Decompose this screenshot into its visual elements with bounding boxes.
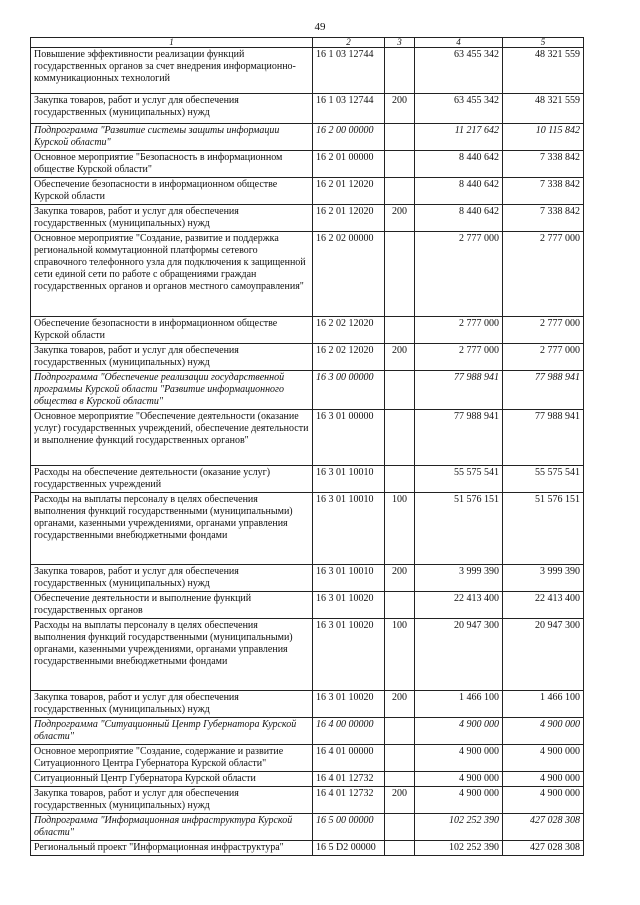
row-code: 16 4 00 00000: [313, 718, 385, 745]
row-code: 16 5 D2 00000: [313, 841, 385, 856]
row-code: 16 4 01 00000: [313, 745, 385, 772]
table-row: [31, 232, 584, 317]
column-number: 4: [415, 38, 503, 48]
row-name: Расходы на выплаты персоналу в целях обеспечения выполнения функций государственными (муниципальными) органами, казенными учреждениями, органами управления государственными внебюджетными фондами: [31, 493, 313, 565]
row-amount-year-1: 1 466 100: [415, 691, 503, 718]
row-name: Подпрограмма "Обеспечение реализации государственной программы Курской области "Развитие информационного общества в Курской области": [31, 371, 313, 410]
row-amount-year-2: 77 988 941: [503, 371, 584, 410]
row-name: Закупка товаров, работ и услуг для обеспечения государственных (муниципальных) нужд: [31, 205, 313, 232]
row-amount-year-2: 20 947 300: [503, 619, 584, 691]
row-expense-type: 200: [385, 691, 415, 718]
row-amount-year-2: 2 777 000: [503, 232, 584, 317]
column-numbers-row: [31, 38, 584, 48]
table-row: [31, 466, 584, 493]
row-amount-year-1: 8 440 642: [415, 151, 503, 178]
row-code: 16 2 02 00000: [313, 232, 385, 317]
row-amount-year-2: 4 900 000: [503, 787, 584, 814]
row-amount-year-1: 77 988 941: [415, 410, 503, 466]
table-row: [31, 619, 584, 691]
row-amount-year-1: 102 252 390: [415, 841, 503, 856]
table-body: [31, 48, 584, 856]
row-amount-year-1: 63 455 342: [415, 48, 503, 94]
row-name: Закупка товаров, работ и услуг для обеспечения государственных (муниципальных) нужд: [31, 565, 313, 592]
row-expense-type: [385, 745, 415, 772]
row-amount-year-2: 427 028 308: [503, 814, 584, 841]
row-expense-type: 100: [385, 493, 415, 565]
row-amount-year-1: 2 777 000: [415, 344, 503, 371]
table-row: [31, 317, 584, 344]
table-row: [31, 48, 584, 94]
row-expense-type: [385, 371, 415, 410]
row-code: 16 3 01 10020: [313, 592, 385, 619]
row-code: 16 2 01 12020: [313, 205, 385, 232]
row-name: Подпрограмма "Ситуационный Центр Губернатора Курской области": [31, 718, 313, 745]
row-amount-year-1: 55 575 541: [415, 466, 503, 493]
row-expense-type: [385, 814, 415, 841]
row-amount-year-2: 1 466 100: [503, 691, 584, 718]
row-code: 16 3 01 10010: [313, 466, 385, 493]
row-code: 16 3 01 10020: [313, 619, 385, 691]
row-amount-year-1: 51 576 151: [415, 493, 503, 565]
row-code: 16 3 00 00000: [313, 371, 385, 410]
row-name: Закупка товаров, работ и услуг для обеспечения государственных (муниципальных) нужд: [31, 94, 313, 124]
table-row: [31, 124, 584, 151]
row-amount-year-1: 63 455 342: [415, 94, 503, 124]
table-row: [31, 151, 584, 178]
row-code: 16 2 00 00000: [313, 124, 385, 151]
row-name: Ситуационный Центр Губернатора Курской области: [31, 772, 313, 787]
row-code: 16 4 01 12732: [313, 787, 385, 814]
row-code: 16 3 01 10010: [313, 493, 385, 565]
row-amount-year-2: 48 321 559: [503, 94, 584, 124]
row-code: 16 4 01 12732: [313, 772, 385, 787]
table-row: [31, 205, 584, 232]
row-amount-year-2: 427 028 308: [503, 841, 584, 856]
row-expense-type: 200: [385, 344, 415, 371]
row-name: Основное мероприятие "Обеспечение деятельности (оказание услуг) государственных учреждений, обеспечение деятельности и выполнение функций государственных органов": [31, 410, 313, 466]
row-expense-type: 200: [385, 565, 415, 592]
row-amount-year-2: 22 413 400: [503, 592, 584, 619]
row-expense-type: 200: [385, 787, 415, 814]
row-amount-year-2: 51 576 151: [503, 493, 584, 565]
table-row: [31, 787, 584, 814]
table-row: [31, 691, 584, 718]
row-amount-year-1: 22 413 400: [415, 592, 503, 619]
row-amount-year-1: 2 777 000: [415, 317, 503, 344]
row-code: 16 1 03 12744: [313, 48, 385, 94]
row-amount-year-2: 4 900 000: [503, 745, 584, 772]
row-name: Закупка товаров, работ и услуг для обеспечения государственных (муниципальных) нужд: [31, 344, 313, 371]
column-number: 2: [313, 38, 385, 48]
row-amount-year-1: 102 252 390: [415, 814, 503, 841]
table-row: [31, 410, 584, 466]
row-name: Основное мероприятие "Безопасность в информационном обществе Курской области": [31, 151, 313, 178]
row-expense-type: [385, 718, 415, 745]
row-expense-type: 200: [385, 94, 415, 124]
row-name: Региональный проект "Информационная инфраструктура": [31, 841, 313, 856]
row-amount-year-1: 4 900 000: [415, 718, 503, 745]
row-amount-year-1: 11 217 642: [415, 124, 503, 151]
row-amount-year-1: 4 900 000: [415, 772, 503, 787]
row-name: Закупка товаров, работ и услуг для обеспечения государственных (муниципальных) нужд: [31, 691, 313, 718]
table-row: [31, 841, 584, 856]
table-row: [31, 178, 584, 205]
row-amount-year-1: 8 440 642: [415, 205, 503, 232]
row-amount-year-2: 7 338 842: [503, 205, 584, 232]
row-code: 16 2 02 12020: [313, 344, 385, 371]
row-code: 16 5 00 00000: [313, 814, 385, 841]
row-code: 16 1 03 12744: [313, 94, 385, 124]
table-row: [31, 565, 584, 592]
row-expense-type: [385, 592, 415, 619]
row-code: 16 2 01 12020: [313, 178, 385, 205]
table-row: [31, 94, 584, 124]
table-row: [31, 814, 584, 841]
row-expense-type: [385, 178, 415, 205]
row-amount-year-2: 7 338 842: [503, 178, 584, 205]
row-amount-year-1: 4 900 000: [415, 745, 503, 772]
row-expense-type: [385, 772, 415, 787]
row-amount-year-1: 3 999 390: [415, 565, 503, 592]
column-number: 5: [503, 38, 584, 48]
row-code: 16 3 01 10010: [313, 565, 385, 592]
row-expense-type: [385, 317, 415, 344]
row-amount-year-2: 7 338 842: [503, 151, 584, 178]
row-amount-year-2: 55 575 541: [503, 466, 584, 493]
row-amount-year-2: 77 988 941: [503, 410, 584, 466]
row-amount-year-2: 4 900 000: [503, 772, 584, 787]
page-number: 49: [314, 21, 326, 33]
row-amount-year-1: 20 947 300: [415, 619, 503, 691]
column-number: 3: [385, 38, 415, 48]
row-name: Обеспечение безопасности в информационном обществе Курской области: [31, 178, 313, 205]
row-name: Расходы на обеспечение деятельности (оказание услуг) государственных учреждений: [31, 466, 313, 493]
budget-table: [30, 37, 584, 856]
row-expense-type: [385, 151, 415, 178]
row-name: Обеспечение безопасности в информационном обществе Курской области: [31, 317, 313, 344]
row-name: Основное мероприятие "Создание, развитие и поддержка региональной коммутационной платформы сетевого справочного телефонного узла для подключения к защищенной сети единой сети по работе с обращениями граждан государственных органов и органов местного самоуправления": [31, 232, 313, 317]
table-row: [31, 592, 584, 619]
table-row: [31, 745, 584, 772]
table-row: [31, 718, 584, 745]
row-expense-type: [385, 232, 415, 317]
row-code: 16 3 01 10020: [313, 691, 385, 718]
table-row: [31, 371, 584, 410]
row-expense-type: [385, 841, 415, 856]
column-number: 1: [31, 38, 313, 48]
table-row: [31, 493, 584, 565]
table-row: [31, 344, 584, 371]
row-amount-year-2: 2 777 000: [503, 344, 584, 371]
row-code: 16 2 02 12020: [313, 317, 385, 344]
row-name: Подпрограмма "Информационная инфраструктура Курской области": [31, 814, 313, 841]
row-name: Повышение эффективности реализации функций государственных органов за счет внедрения информационно-коммуникационных технологий: [31, 48, 313, 94]
row-expense-type: 100: [385, 619, 415, 691]
row-amount-year-2: 3 999 390: [503, 565, 584, 592]
row-amount-year-1: 4 900 000: [415, 787, 503, 814]
row-code: 16 3 01 00000: [313, 410, 385, 466]
row-amount-year-2: 10 115 842: [503, 124, 584, 151]
row-name: Подпрограмма "Развитие системы защиты информации Курской области": [31, 124, 313, 151]
row-amount-year-1: 77 988 941: [415, 371, 503, 410]
row-name: Закупка товаров, работ и услуг для обеспечения государственных (муниципальных) нужд: [31, 787, 313, 814]
row-amount-year-2: 2 777 000: [503, 317, 584, 344]
row-amount-year-1: 8 440 642: [415, 178, 503, 205]
table-row: [31, 772, 584, 787]
row-code: 16 2 01 00000: [313, 151, 385, 178]
row-expense-type: [385, 124, 415, 151]
row-expense-type: 200: [385, 205, 415, 232]
row-amount-year-2: 48 321 559: [503, 48, 584, 94]
row-amount-year-2: 4 900 000: [503, 718, 584, 745]
row-name: Основное мероприятие "Создание, содержание и развитие Ситуационного Центра Губернатора Курской области": [31, 745, 313, 772]
row-expense-type: [385, 410, 415, 466]
row-expense-type: [385, 48, 415, 94]
row-name: Расходы на выплаты персоналу в целях обеспечения выполнения функций государственными (муниципальными) органами, казенными учреждениями, органами управления государственными внебюджетными фондами: [31, 619, 313, 691]
row-expense-type: [385, 466, 415, 493]
row-amount-year-1: 2 777 000: [415, 232, 503, 317]
row-name: Обеспечение деятельности и выполнение функций государственных органов: [31, 592, 313, 619]
